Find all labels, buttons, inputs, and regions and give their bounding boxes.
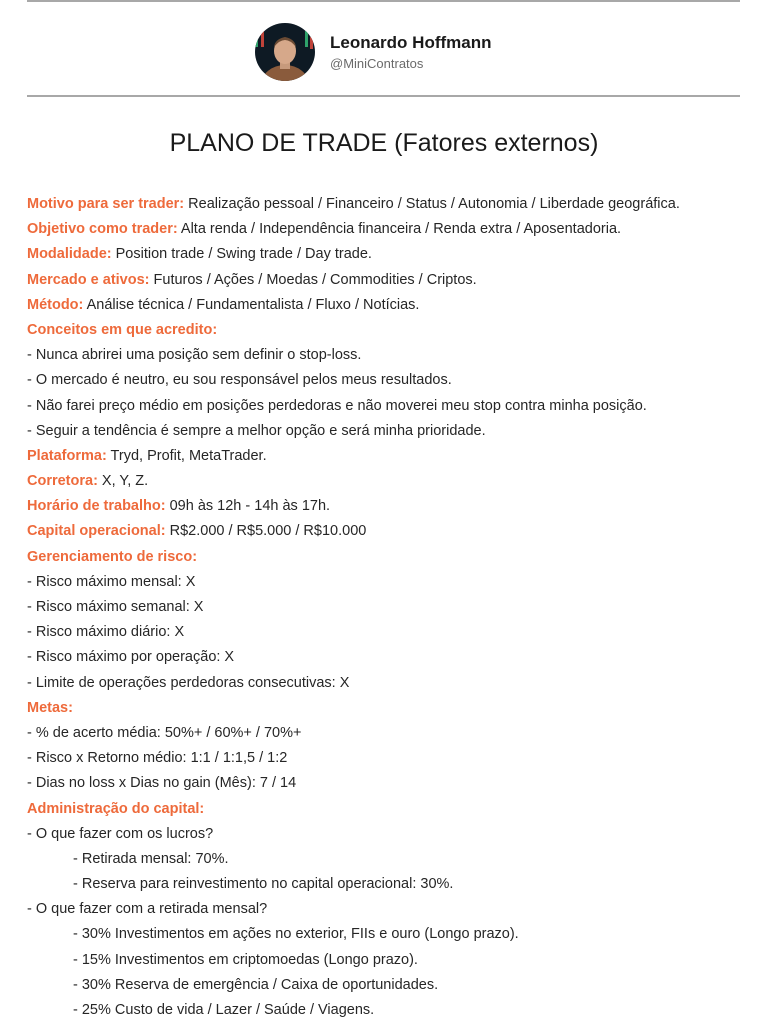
author-card xyxy=(255,23,492,81)
header-divider xyxy=(27,95,740,97)
field-label: Modalidade: xyxy=(27,246,112,263)
field-value: 09h às 12h - 14h às 17h. xyxy=(165,498,331,515)
top-divider xyxy=(27,0,740,2)
field-motivo xyxy=(27,192,757,217)
list-item: - Risco máximo por operação: X xyxy=(27,649,235,666)
field-label: Plataforma: xyxy=(27,447,107,464)
field-label: Corretora: xyxy=(27,473,98,490)
field-label: Capital operacional: xyxy=(27,523,166,540)
sub-list-item: - 15% Investimentos em criptomoedas (Longo prazo). xyxy=(73,951,418,968)
field-modalidade xyxy=(27,242,757,267)
field-label: Motivo para ser trader: xyxy=(27,196,185,212)
field-horario xyxy=(27,494,757,519)
sub-list-item: - 30% Reserva de emergência / Caixa de oportunidades. xyxy=(73,976,439,993)
question-lucros: - O que fazer com os lucros? xyxy=(27,825,214,842)
field-value: Análise técnica / Fundamentalista / Fluxo / Notícias. xyxy=(83,296,420,313)
conceitos-heading: Conceitos em que acredito: xyxy=(27,321,218,338)
field-metodo xyxy=(27,293,757,318)
field-label: Método: xyxy=(27,296,84,313)
field-mercado xyxy=(27,268,757,293)
list-item: - Risco máximo semanal: X xyxy=(27,599,204,615)
list-item: - O mercado é neutro, eu sou responsável pelos meus resultados. xyxy=(27,372,452,389)
list-item: - Seguir a tendência é sempre a melhor opção e será minha prioridade. xyxy=(27,422,486,439)
field-corretora xyxy=(27,469,757,494)
metas-heading: Metas: xyxy=(27,699,73,716)
author-name: Leonardo Hoffmann xyxy=(330,32,492,52)
author-handle: @MiniContratos xyxy=(330,55,424,71)
list-item: - % de acerto média: 50%+ / 60%+ / 70%+ xyxy=(27,724,302,741)
field-value: R$2.000 / R$5.000 / R$10.000 xyxy=(165,523,367,540)
field-value: Position trade / Swing trade / Day trade. xyxy=(111,246,372,263)
field-value: Futuros / Ações / Moedas / Commodities / Criptos. xyxy=(149,271,477,288)
question-retirada: - O que fazer com a retirada mensal? xyxy=(27,901,268,918)
author-avatar xyxy=(255,23,315,81)
field-capital xyxy=(27,519,757,544)
administracao-heading: Administração do capital: xyxy=(27,800,205,817)
list-item: - Risco x Retorno médio: 1:1 / 1:1,5 / 1:2 xyxy=(27,750,288,767)
list-item: - Dias no loss x Dias no gain (Mês): 7 / 14 xyxy=(27,775,297,792)
field-label: Objetivo como trader: xyxy=(27,221,178,238)
sub-list-item: - 30% Investimentos em ações no exterior, FIIs e ouro (Longo prazo). xyxy=(73,926,519,943)
sub-list-item: - Reserva para reinvestimento no capital operacional: 30%. xyxy=(73,876,454,893)
list-item: - Limite de operações perdedoras consecutivas: X xyxy=(27,674,350,691)
document-title: PLANO DE TRADE (Fatores externos) xyxy=(169,129,599,157)
list-item: - Não farei preço médio em posições perdedoras e não moverei meu stop contra minha posição. xyxy=(27,397,647,414)
list-item: - Risco máximo diário: X xyxy=(27,624,185,641)
field-value: X, Y, Z. xyxy=(97,473,149,490)
field-value: Realização pessoal / Financeiro / Status / Autonomia / Liberdade geográfica. xyxy=(184,196,680,212)
field-objetivo xyxy=(27,217,757,242)
field-plataforma xyxy=(27,444,757,469)
document-body xyxy=(27,192,757,1023)
field-value: Tryd, Profit, MetaTrader. xyxy=(106,447,267,464)
field-label: Mercado e ativos: xyxy=(27,271,150,288)
list-item: - Risco máximo mensal: X xyxy=(27,573,196,590)
list-item: - Nunca abrirei uma posição sem definir o stop-loss. xyxy=(27,347,362,364)
field-value: Alta renda / Independência financeira / Renda extra / Aposentadoria. xyxy=(177,221,622,238)
sub-list-item: - 25% Custo de vida / Lazer / Saúde / Viagens. xyxy=(73,1002,375,1018)
gerenciamento-heading: Gerenciamento de risco: xyxy=(27,548,198,565)
author-text xyxy=(330,33,492,72)
sub-list-item: - Retirada mensal: 70%. xyxy=(73,850,229,867)
field-label: Horário de trabalho: xyxy=(27,498,166,515)
